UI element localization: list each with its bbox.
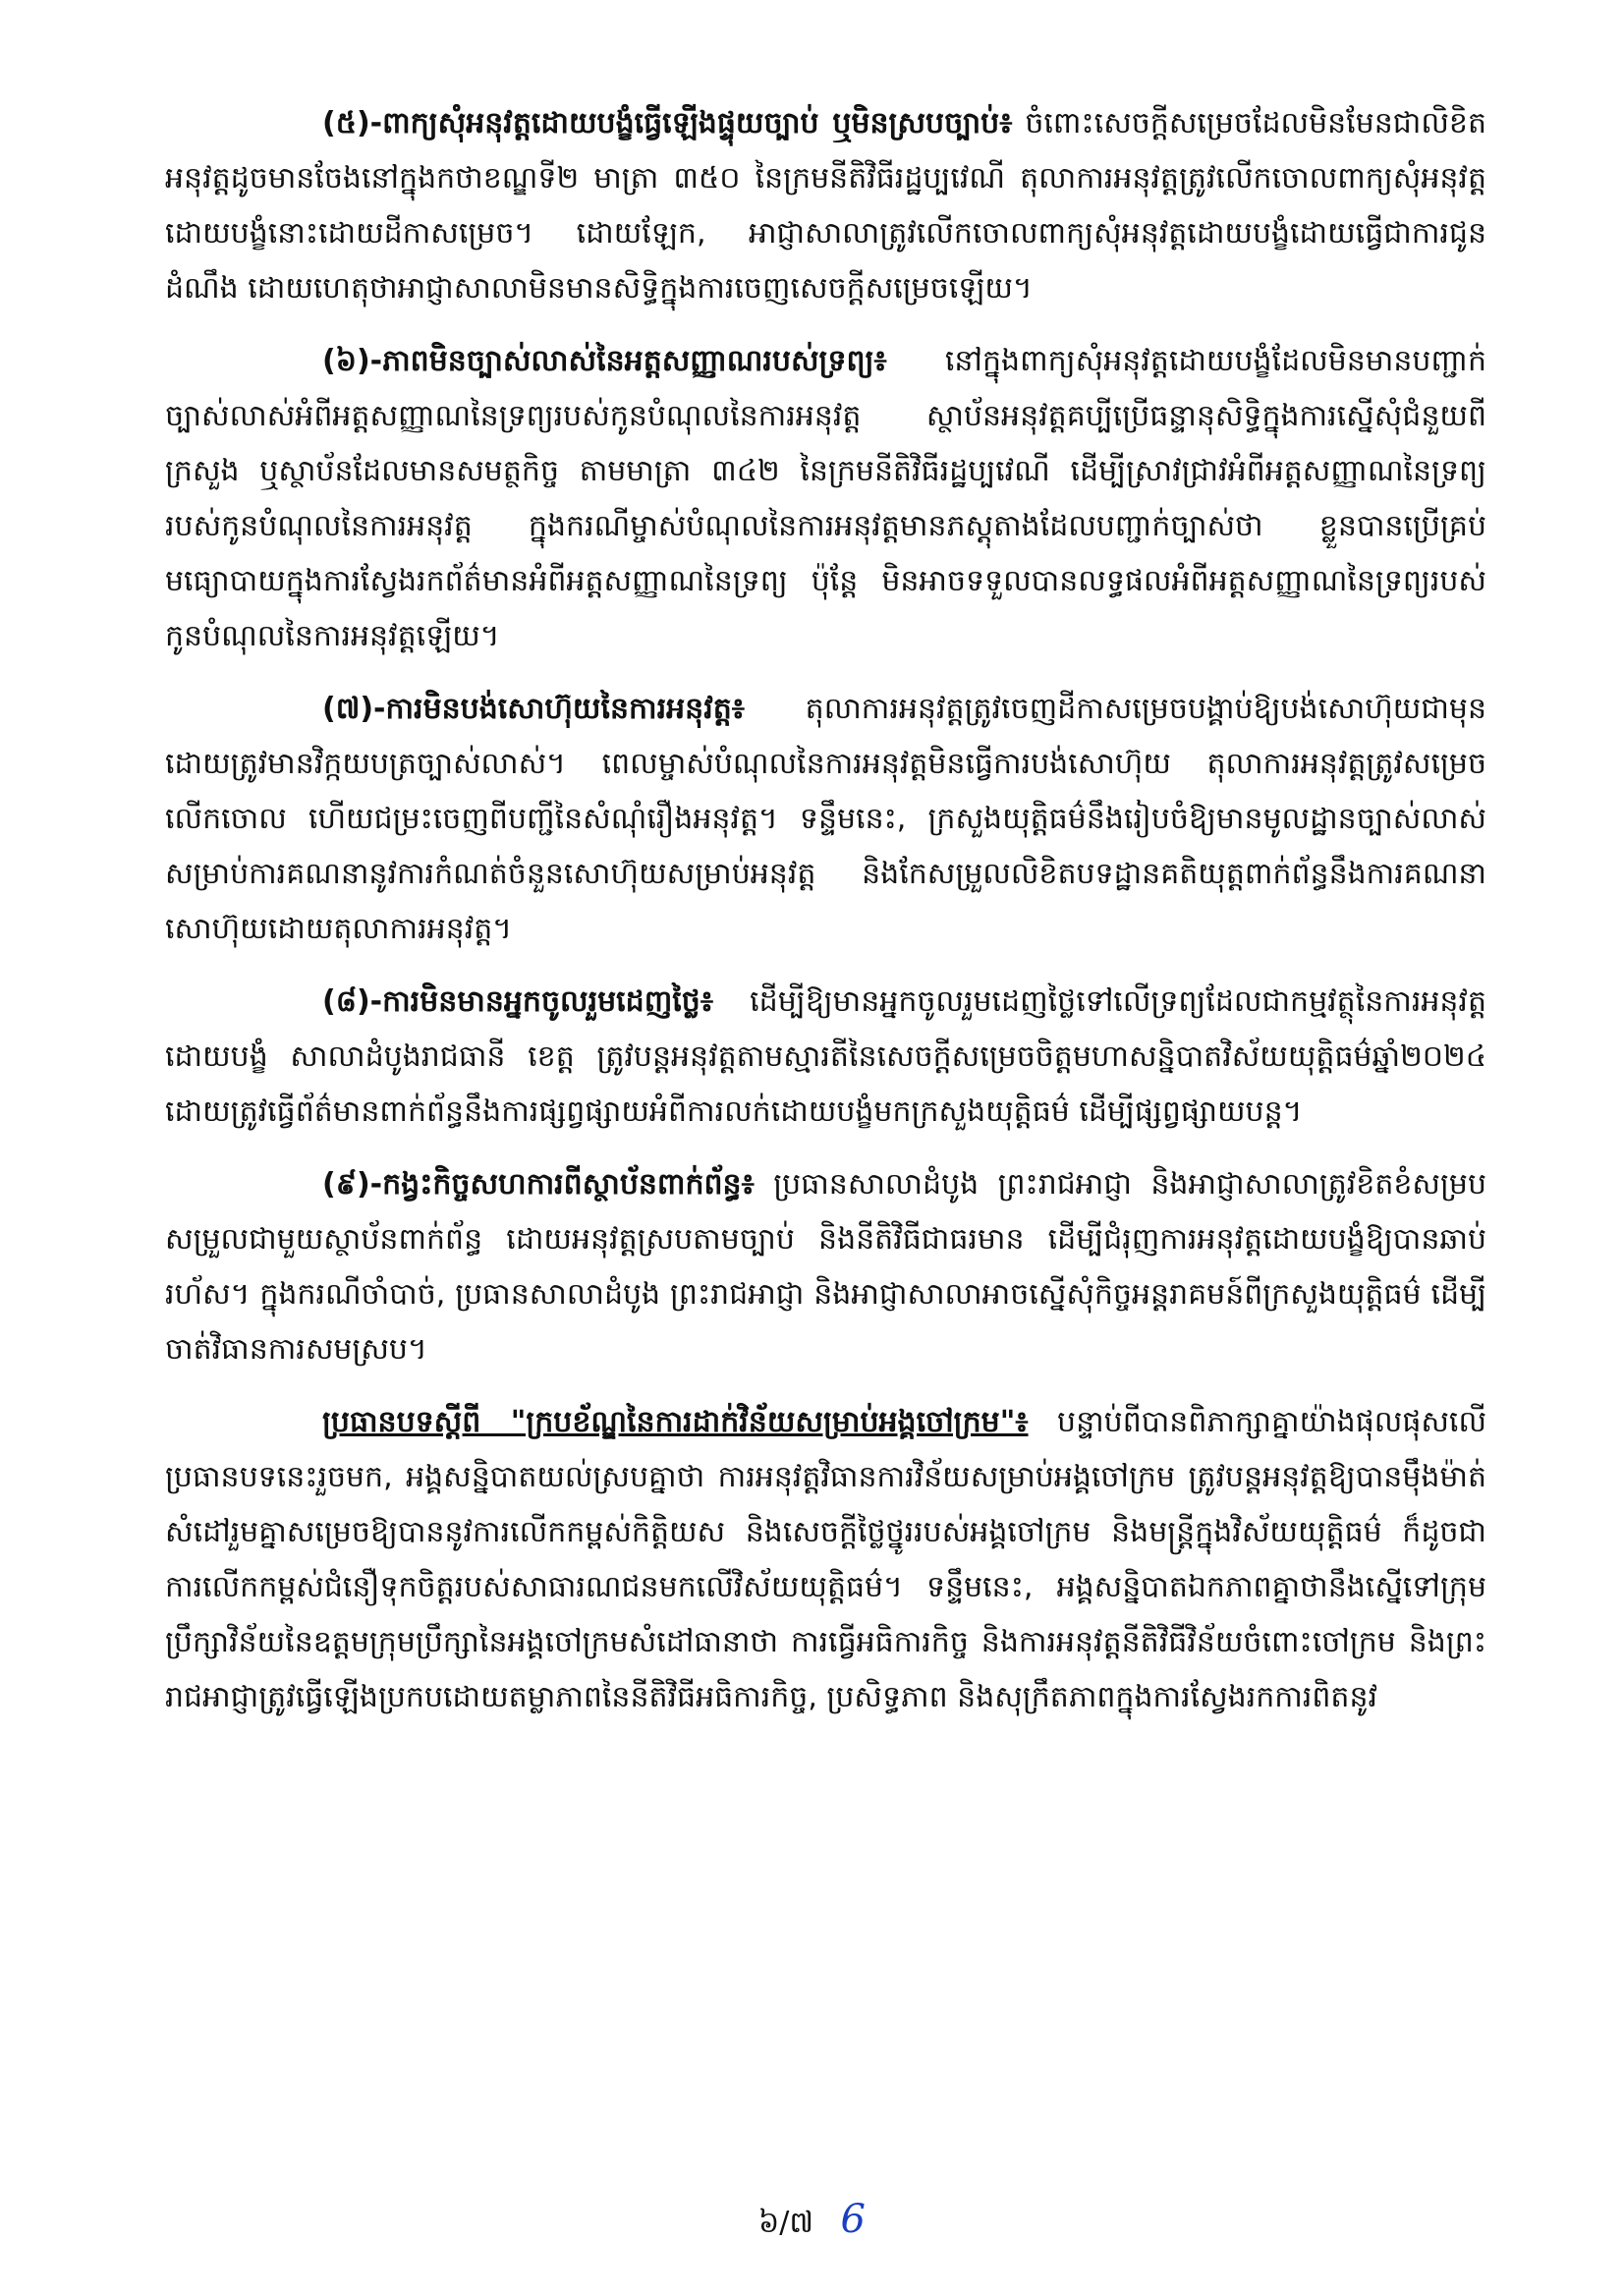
section-9-paragraph bbox=[165, 1157, 1486, 1377]
section-8-paragraph bbox=[165, 975, 1486, 1140]
document-body bbox=[165, 96, 1486, 1743]
section-6-text: នៅក្នុងពាក្យសុំអនុវត្តដោយបង្ខំដែលមិនមានបញ្ជាក់ច្បាស់លាស់អំពីអត្តសញ្ញាណនៃទ្រព្យរបស់កូនបំណុលនៃការអនុវត្ត ស្ថាប័នអនុវត្តគប្បីប្រើធន្ទានុសិទ្ធិក្នុងការស្នើសុំជំនួយពីក្រសួង ឬស្ថាប័នដែលមានសមត្ថកិច្ច តាមមាត្រា ៣៤២ នៃក្រមនីតិវិធីរដ្ឋប្បវេណី ដើម្បីស្រាវជ្រាវអំពីអត្តសញ្ញាណនៃទ្រព្យរបស់កូនបំណុលនៃការអនុវត្ត ក្នុងករណីម្ចាស់បំណុលនៃការអនុវត្តមានភស្តុតាងដែលបញ្ជាក់ច្បាស់ថា ខ្លួនបានប្រើគ្រប់មធ្យោបាយក្នុងការស្វែងរកព័ត៌មានអំពីអត្តសញ្ញាណនៃទ្រព្យ ប៉ុន្តែ មិនអាចទទួលបានលទ្ធផលអំពីអត្តសញ្ញាណនៃទ្រព្យរបស់កូនបំណុលនៃការអនុវត្តឡើយ។ bbox=[165, 344, 1486, 653]
section-9-heading: (៩)-កង្វះកិច្ចសហការពីស្ថាប័នពាក់ព័ន្ធ៖ bbox=[322, 1167, 755, 1202]
section-5-text: ចំពោះសេចក្ដីសម្រេចដែលមិនមែនជាលិខិតអនុវត្តដូចមានចែងនៅក្នុងកថាខណ្ឌទី២ មាត្រា ៣៥០ នៃក្រមនីតិវិធីរដ្ឋប្បវេណី តុលាការអនុវត្តត្រូវលើកចោលពាក្យសុំអនុវត្តដោយបង្ខំនោះដោយដីកាសម្រេច។ ដោយឡែក, អាជ្ញាសាលាត្រូវលើកចោលពាក្យសុំអនុវត្តដោយបង្ខំដោយធ្វើជាការជូនដំណឹង ដោយហេតុថាអាជ្ញាសាលាមិនមានសិទ្ធិក្នុងការចេញសេចក្ដីសម្រេចឡើយ។ bbox=[165, 106, 1486, 306]
section-7-heading: (៧)-ការមិនបង់សោហ៊ុយនៃការអនុវត្ត៖ bbox=[322, 692, 745, 726]
section-8-heading: (៨)-ការមិនមានអ្នកចូលរួមដេញថ្លៃ៖ bbox=[322, 984, 714, 1019]
topic-text: បន្ទាប់ពីបានពិភាក្សាគ្នាយ៉ាងផុលផុសលើប្រធានបទនេះរួចមក, អង្គសន្និបាតយល់ស្របគ្នាថា ការអនុវត្តវិធានការវិន័យសម្រាប់អង្គចៅក្រម ត្រូវបន្តអនុវត្តឱ្យបានម៉ឹងម៉ាត់ សំដៅរួមគ្នាសម្រេចឱ្យបាននូវការលើកកម្ពស់កិត្តិយស និងសេចក្ដីថ្លៃថ្នូររបស់អង្គចៅក្រម និងមន្ត្រីក្នុងវិស័យយុត្តិធម៌ ក៏ដូចជា ការលើកកម្ពស់ជំនឿទុកចិត្តរបស់សាធារណជនមកលើវិស័យយុត្តិធម៌។ ទន្ទឹមនេះ, អង្គសន្និបាតឯកភាពគ្នាថានឹងស្នើទៅក្រុមប្រឹក្សាវិន័យនៃឧត្តមក្រុមប្រឹក្សានៃអង្គចៅក្រមសំដៅធានាថា ការធ្វើអធិការកិច្ច និងការអនុវត្តនីតិវិធីវិន័យចំពោះចៅក្រម និងព្រះរាជអាជ្ញាត្រូវធ្វើឡើងប្រកបដោយតម្លាភាពនៃនីតិវិធីអធិការកិច្ច, ប្រសិទ្ធភាព និងសុក្រឹតភាពក្នុងការស្វែងរកការពិតនូវ bbox=[165, 1405, 1487, 1714]
section-6-paragraph bbox=[165, 334, 1486, 664]
topic-heading: ប្រធានបទស្ដីពី "ក្របខ័ណ្ឌនៃការដាក់វិន័យសម្រាប់អង្គចៅក្រម"៖ bbox=[322, 1405, 1029, 1439]
section-9-text: ប្រធានសាលាដំបូង ព្រះរាជអាជ្ញា និងអាជ្ញាសាលាត្រូវខិតខំសម្របសម្រួលជាមួយស្ថាប័នពាក់ព័ន្ធ ដោយអនុវត្តស្របតាមច្បាប់ និងនីតិវិធីជាធរមាន ដើម្បីជំរុញការអនុវត្តដោយបង្ខំឱ្យបានឆាប់រហ័ស។ ក្នុងករណីចាំបាច់, ប្រធានសាលាដំបូង ព្រះរាជអាជ្ញា និងអាជ្ញាសាលាអាចស្នើសុំកិច្ចអន្តរាគមន៍ពីក្រសួងយុត្តិធម៌ ដើម្បីចាត់វិធានការសមស្រប។ bbox=[165, 1167, 1486, 1367]
handwritten-initial: 6 bbox=[840, 2197, 866, 2242]
section-7-text: តុលាការអនុវត្តត្រូវចេញដីកាសម្រេចបង្គាប់ឱ្យបង់សោហ៊ុយជាមុន ដោយត្រូវមានវិក្កយបត្រច្បាស់លាស់។ ពេលម្ចាស់បំណុលនៃការអនុវត្តមិនធ្វើការបង់សោហ៊ុយ តុលាការអនុវត្តត្រូវសម្រេចលើកចោល ហើយជម្រះចេញពីបញ្ជីនៃសំណុំរឿងអនុវត្ត។ ទន្ទឹមនេះ, ក្រសួងយុត្តិធម៌នឹងរៀបចំឱ្យមានមូលដ្ឋានច្បាស់លាស់សម្រាប់ការគណនានូវការកំណត់ចំនួនសោហ៊ុយសម្រាប់អនុវត្ត និងកែសម្រួលលិខិតបទដ្ឋានគតិយុត្តពាក់ព័ន្ធនឹងការគណនាសោហ៊ុយដោយតុលាការអនុវត្ត។ bbox=[165, 692, 1486, 946]
section-8-text: ដើម្បីឱ្យមានអ្នកចូលរួមដេញថ្លៃទៅលើទ្រព្យដែលជាកម្មវត្ថុនៃការអនុវត្តដោយបង្ខំ សាលាដំបូងរាជធានី ខេត្ត ត្រូវបន្តអនុវត្តតាមស្មារតីនៃសេចក្ដីសម្រេចចិត្តមហាសន្និបាតវិស័យយុត្តិធម៌ឆ្នាំ២០២៤ ដោយត្រូវធ្វើព័ត៌មានពាក់ព័ន្ធនឹងការផ្សព្វផ្សាយអំពីការលក់ដោយបង្ខំមកក្រសួងយុត្តិធម៌ ដើម្បីផ្សព្វផ្សាយបន្ត។ bbox=[165, 984, 1486, 1129]
page-number: ៦/៧ bbox=[758, 2206, 813, 2240]
page-footer bbox=[0, 2197, 1624, 2247]
section-7-paragraph bbox=[165, 682, 1486, 957]
section-5-paragraph bbox=[165, 96, 1486, 316]
topic-paragraph bbox=[165, 1395, 1486, 1725]
section-5-heading: (៥)-ពាក្យសុំអនុវត្តដោយបង្ខំធ្វើឡើងផ្ទុយច្បាប់ ឬមិនស្របច្បាប់៖ bbox=[322, 106, 1013, 140]
section-6-heading: (៦)-ភាពមិនច្បាស់លាស់នៃអត្តសញ្ញាណរបស់ទ្រព្យ៖ bbox=[322, 344, 887, 378]
